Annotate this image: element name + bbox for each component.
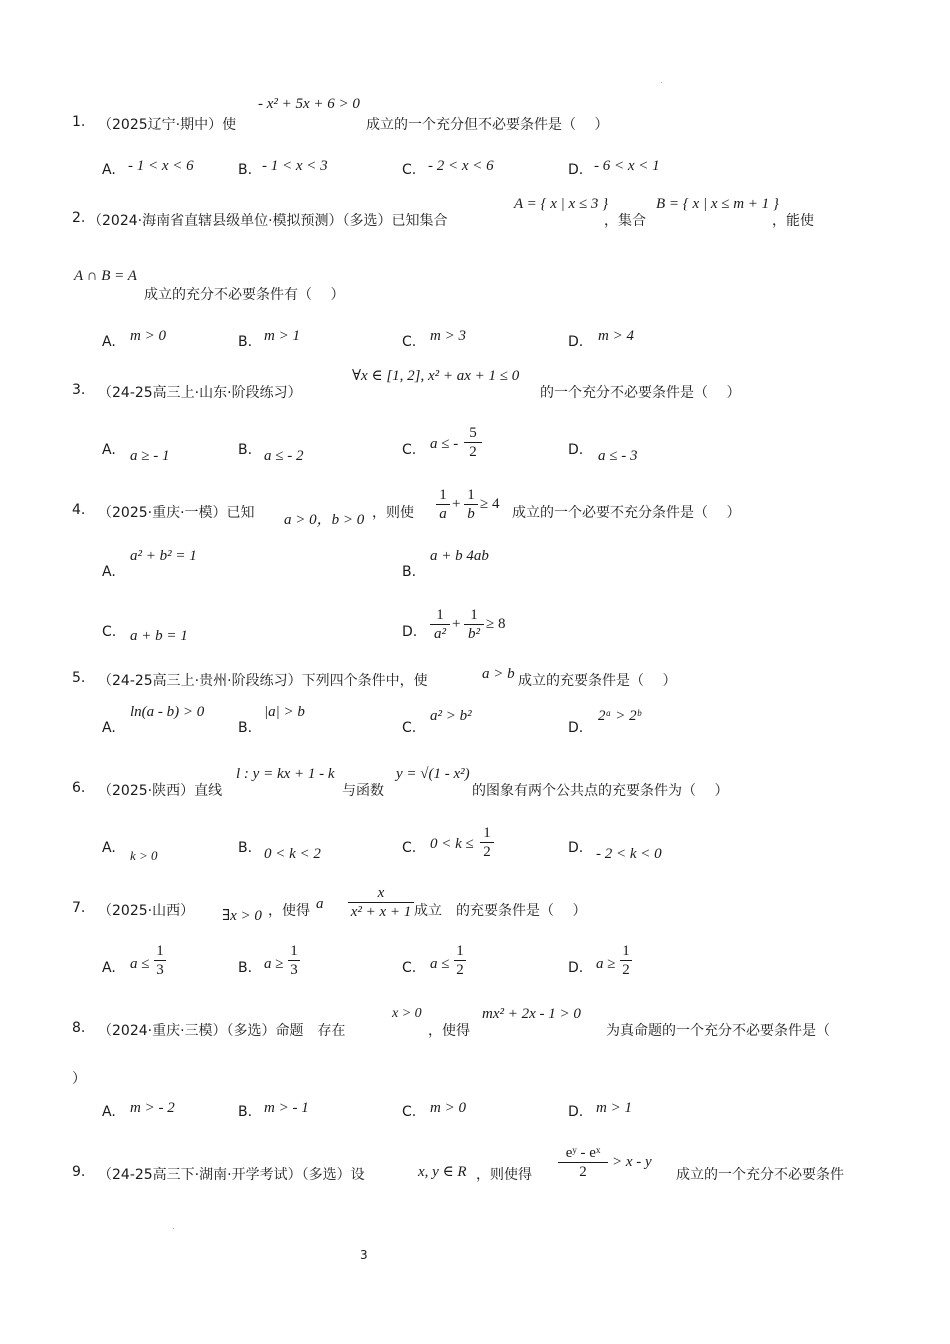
set-b: B = { x | x ≤ m + 1 } — [656, 196, 779, 212]
condition-expression: ∀x ∈ [1, 2], x² + ax + 1 ≤ 0 — [352, 368, 520, 384]
option-label: B. — [238, 840, 253, 856]
question-number: 3. — [72, 382, 86, 398]
fraction-numerator: 1 — [436, 607, 444, 623]
option-label: C. — [402, 840, 417, 856]
question-source: （24-25高三下·湖南·开学考试）（多选）设 — [98, 1167, 365, 1183]
question-source: （24-25高三上·贵州·阶段练习）下列四个条件中，使 — [98, 673, 428, 689]
option-a: a² + b² = 1 — [130, 548, 197, 564]
option-label: B. — [238, 442, 253, 458]
question-source: （2025辽宁·期中）使 — [98, 117, 237, 133]
fraction — [464, 424, 482, 461]
option-label: C. — [402, 162, 417, 178]
option-d: m > 4 — [598, 328, 634, 344]
option-label: D. — [568, 334, 584, 350]
option-a: k > 0 — [130, 848, 158, 863]
option-label: D. — [402, 624, 418, 640]
fraction-denominator: 2 — [558, 1162, 608, 1181]
option-c: m > 3 — [430, 328, 466, 344]
condition-expression: a > b — [482, 666, 515, 682]
question-source: （2024·海南省直辖县级单位·模拟预测）（多选）已知集合 — [88, 213, 448, 229]
exists-expression: ∃x > 0 — [222, 908, 262, 924]
option-c: a ≤ - — [430, 436, 459, 452]
option-a: a ≥ - 1 — [130, 448, 170, 464]
variable: a — [316, 896, 324, 912]
fraction — [430, 606, 450, 643]
option-label: D. — [568, 1104, 584, 1120]
option-label: D. — [568, 720, 584, 736]
question-source: （2025·山西） — [98, 903, 195, 919]
option-label: A. — [102, 442, 116, 458]
option-c: a ≤ — [430, 956, 450, 972]
comparison: > x - y — [612, 1154, 652, 1170]
option-label: B. — [238, 1104, 253, 1120]
question-number: 7. — [72, 900, 86, 916]
option-label: D. — [568, 162, 584, 178]
fraction-denominator: 2 — [620, 960, 632, 979]
given-expression: a > 0，b > 0 — [284, 512, 365, 528]
option-label: B. — [238, 334, 253, 350]
question-number: 8. — [72, 1020, 86, 1036]
fraction-denominator: 2 — [454, 960, 466, 979]
option-label: C. — [402, 1104, 417, 1120]
option-label: C. — [402, 442, 417, 458]
option-label: D. — [568, 960, 584, 976]
question-number: 5. — [72, 670, 86, 686]
option-a: m > 0 — [130, 328, 166, 344]
option-b: 0 < k < 2 — [264, 846, 321, 862]
option-b: a + b 4ab — [430, 548, 489, 564]
fraction-numerator: 1 — [470, 607, 478, 623]
fraction-denominator: 3 — [154, 960, 166, 979]
question-number: 1. — [72, 114, 86, 130]
option-label: A. — [102, 840, 116, 856]
option-label: C. — [102, 624, 117, 640]
question-tail: 成立的一个充分不必要条件 — [676, 1167, 844, 1183]
fraction-numerator: 1 — [156, 943, 164, 959]
option-d: m > 1 — [596, 1100, 632, 1116]
option-label: A. — [102, 564, 116, 580]
option-a: ln(a - b) > 0 — [130, 704, 205, 720]
option-label: A. — [102, 960, 116, 976]
option-b: m > - 1 — [264, 1100, 309, 1116]
fraction — [620, 942, 632, 979]
fraction — [480, 824, 494, 861]
scan-dot: . — [172, 1222, 175, 1231]
question-mid: ，集合 — [604, 213, 646, 229]
function-expression: y = √(1 - x²) — [396, 766, 470, 782]
question-tail: 的一个充分不必要条件是（ ） — [540, 385, 741, 401]
option-label: C. — [402, 720, 417, 736]
fraction — [348, 884, 414, 921]
option-d: a ≥ — [596, 956, 616, 972]
fraction-numerator: 1 — [439, 487, 447, 503]
option-c: a + b = 1 — [130, 628, 188, 644]
option-label: A. — [102, 1104, 116, 1120]
option-label: B. — [402, 564, 417, 580]
question-mid: 与函数 — [342, 783, 384, 799]
option-c: 0 < k ≤ — [430, 836, 474, 852]
question-mid: ，则使 — [372, 505, 414, 521]
question-tail: 成立的充要条件是（ ） — [518, 673, 677, 689]
question-number: 2. — [72, 210, 86, 226]
condition-expression: A ∩ B = A — [74, 268, 137, 284]
option-d: a ≤ - 3 — [598, 448, 638, 464]
comparison: ≥ 8 — [486, 616, 506, 632]
question-tail: 的图象有两个公共点的充要条件为（ ） — [472, 783, 729, 799]
option-a: a ≤ — [130, 956, 150, 972]
fraction-denominator: b — [464, 504, 478, 523]
fraction-numerator: 5 — [469, 425, 477, 441]
question-tail: ，能使 — [772, 213, 814, 229]
question-number: 9. — [72, 1164, 86, 1180]
fraction-numerator: 1 — [290, 943, 298, 959]
fraction-numerator: 1 — [456, 943, 464, 959]
question-mid: ，使得 — [268, 903, 310, 919]
plus-sign: + — [452, 616, 461, 632]
fraction — [464, 486, 478, 523]
option-c: m > 0 — [430, 1100, 466, 1116]
question-tail: 成立 的充要条件是（ ） — [414, 903, 587, 919]
fraction — [464, 606, 484, 643]
condition-expression: - x² + 5x + 6 > 0 — [258, 96, 360, 112]
fraction — [558, 1144, 608, 1181]
question-source: （24-25高三上·山东·阶段练习） — [98, 385, 302, 401]
fraction-denominator: 2 — [464, 442, 482, 461]
option-d: - 6 < x < 1 — [594, 158, 660, 174]
option-label: C. — [402, 334, 417, 350]
question-tail: 成立的一个必要不充分条件是（ ） — [512, 505, 741, 521]
option-label: B. — [238, 960, 253, 976]
comparison: ≥ 4 — [480, 496, 500, 512]
scan-dot: . — [660, 76, 663, 85]
fraction — [288, 942, 300, 979]
question-mid: ，使得 — [428, 1023, 470, 1039]
fraction — [436, 486, 450, 523]
question-source: （2025·陕西）直线 — [98, 783, 223, 799]
option-label: A. — [102, 162, 116, 178]
set-a: A = { x | x ≤ 3 } — [514, 196, 609, 212]
fraction-numerator: 1 — [483, 825, 491, 841]
option-label: A. — [102, 720, 116, 736]
option-label: A. — [102, 334, 116, 350]
option-d: 2ᵃ > 2ᵇ — [598, 708, 641, 724]
option-c: a² > b² — [430, 708, 472, 724]
option-label: C. — [402, 960, 417, 976]
option-c: - 2 < x < 6 — [428, 158, 494, 174]
question-mid: ，则使得 — [476, 1167, 532, 1183]
option-b: a ≥ — [264, 956, 284, 972]
question-tail: 成立的一个充分但不必要条件是（ ） — [366, 117, 609, 133]
fraction-denominator: a² — [430, 624, 450, 643]
fraction-numerator: 1 — [467, 487, 475, 503]
page-number: 3 — [360, 1248, 368, 1262]
fraction — [454, 942, 466, 979]
option-label: D. — [568, 840, 584, 856]
question-source: （2024·重庆·三模）（多选）命题 存在 — [98, 1023, 346, 1039]
option-label: D. — [568, 442, 584, 458]
condition-expression: mx² + 2x - 1 > 0 — [482, 1006, 581, 1022]
option-d: - 2 < k < 0 — [596, 846, 662, 862]
fraction-numerator: x — [377, 885, 385, 901]
question-tail: ） — [72, 1071, 86, 1087]
option-a: - 1 < x < 6 — [128, 158, 194, 174]
option-b: m > 1 — [264, 328, 300, 344]
exists-expression: x > 0 — [392, 1006, 422, 1021]
fraction-denominator: 3 — [288, 960, 300, 979]
question-source: （2025·重庆·一模）已知 — [98, 505, 255, 521]
option-b: |a| > b — [264, 704, 305, 720]
fraction-denominator: a — [436, 504, 450, 523]
question-tail: 成立的充分不必要条件有（ ） — [144, 287, 345, 303]
fraction-denominator: b² — [464, 624, 484, 643]
fraction-denominator: 2 — [480, 842, 494, 861]
fraction-denominator: x² + x + 1 — [348, 902, 414, 921]
option-b: - 1 < x < 3 — [262, 158, 328, 174]
fraction-numerator: 1 — [622, 943, 630, 959]
vars-expression: x, y ∈ R — [418, 1164, 467, 1180]
question-number: 4. — [72, 502, 86, 518]
line-expression: l : y = kx + 1 - k — [236, 766, 335, 782]
option-label: B. — [238, 720, 253, 736]
option-b: a ≤ - 2 — [264, 448, 304, 464]
question-number: 6. — [72, 780, 86, 796]
plus-sign: + — [452, 496, 461, 512]
option-label: B. — [238, 162, 253, 178]
option-a: m > - 2 — [130, 1100, 175, 1116]
fraction-numerator: eʸ - eˣ — [565, 1145, 601, 1161]
fraction — [154, 942, 166, 979]
question-tail: 为真命题的一个充分不必要条件是（ — [606, 1023, 830, 1039]
